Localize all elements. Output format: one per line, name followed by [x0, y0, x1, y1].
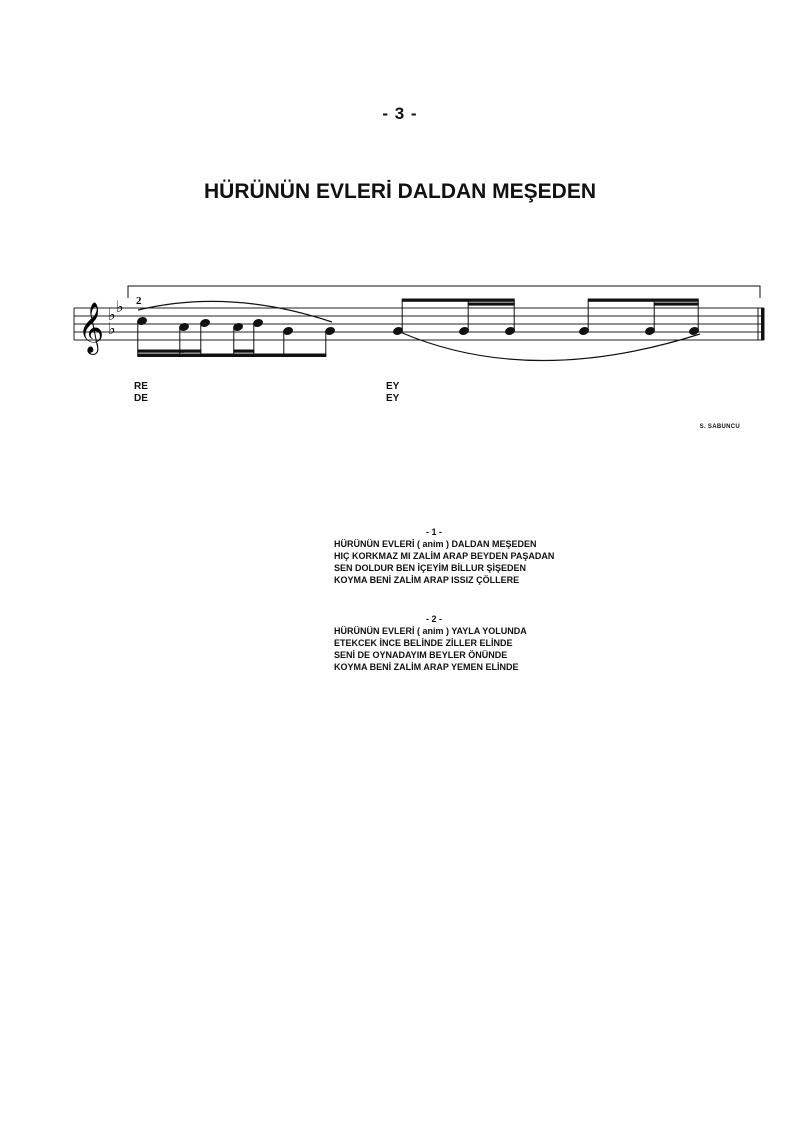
note-group-3 [579, 299, 700, 336]
verse-number: - 1 - [425, 527, 442, 537]
treble-clef-icon: 𝄞 [78, 302, 105, 353]
staff-lines [74, 308, 764, 340]
song-title: HÜRÜNÜN EVLERİ DALDAN MEŞEDEN [203, 180, 597, 203]
verse-line: KOYMA BENİ ZALİM ARAP YEMEN ELİNDE [334, 662, 519, 672]
volta-number: 2 [136, 295, 142, 307]
page-number: - 3 - [382, 104, 418, 123]
final-barline-thick [761, 308, 765, 340]
lyric-syllable: EY [386, 393, 400, 404]
verse-number: - 2 - [425, 614, 442, 624]
lyric-syllable: RE [134, 381, 148, 392]
lyric-syllable: DE [134, 393, 148, 404]
flat-sign-icon: ♭ [108, 305, 116, 324]
staff-notation [60, 270, 780, 380]
verse-1 [334, 526, 634, 586]
verse-line: HIÇ KORKMAZ MI ZALİM ARAP BEYDEN PAŞADAN [334, 551, 555, 561]
lyric-syllable: EY [386, 381, 400, 392]
verse-line: SEN DOLDUR BEN İÇEYİM BİLLUR ŞİŞEDEN [334, 563, 527, 573]
verse-line: ETEKCEK İNCE BELİNDE ZİLLER ELİNDE [334, 638, 513, 648]
note-group-1 [137, 316, 336, 356]
verse-line: HÜRÜNÜN EVLERİ ( anim ) DALDAN MEŞEDEN [334, 539, 537, 549]
flat-sign-icon: ♭ [108, 319, 116, 338]
volta-bracket [128, 286, 760, 298]
verse-2 [334, 613, 634, 673]
flat-sign-icon: ♭ [116, 297, 124, 316]
slur [138, 301, 332, 322]
composer-credit: S. SABUNCU [699, 424, 740, 430]
verse-line: HÜRÜNÜN EVLERİ ( anim ) YAYLA YOLUNDA [334, 626, 527, 636]
music-score [60, 270, 780, 380]
note-group-2 [393, 299, 516, 336]
verse-line: SENİ DE OYNADAYIM BEYLER ÖNÜNDE [334, 650, 508, 660]
verse-line: KOYMA BENİ ZALİM ARAP ISSIZ ÇÖLLERE [334, 575, 520, 585]
slur [400, 332, 700, 361]
